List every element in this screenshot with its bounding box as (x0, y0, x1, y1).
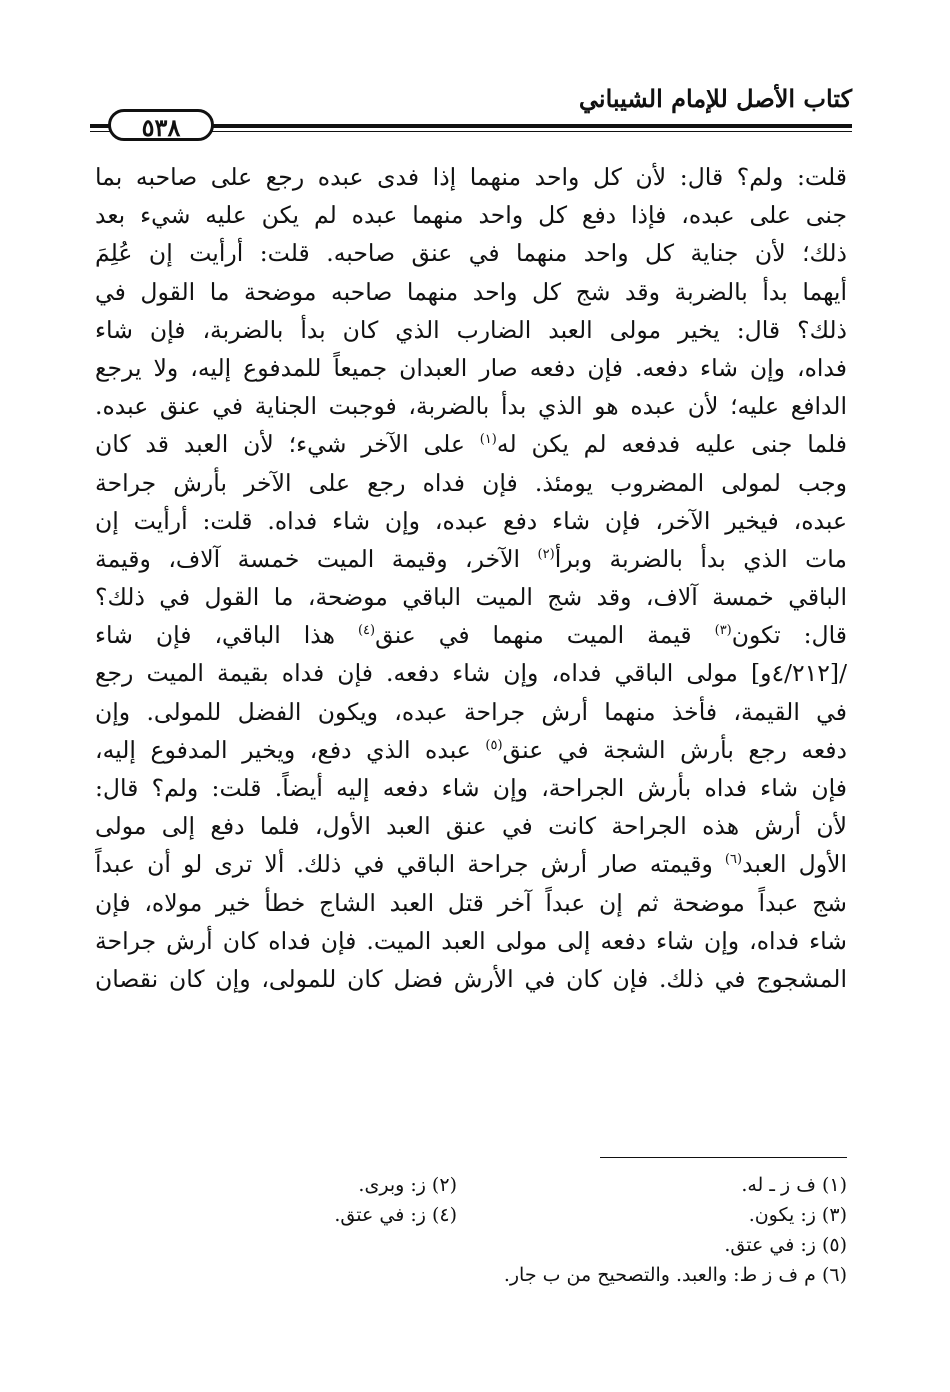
text-line: شاء فداه، وإن شاء دفعه إلى مولى العبد الميت. فإن فداه كان أرش جراحة (95, 926, 847, 955)
text-run: دفعه رجع بأرش الشجة في عنق (502, 735, 847, 764)
text-line: فداه، وإن شاء دفعه. فإن دفعه صار العبدان جميعاً للمدفوع إليه، ولا يرجع (95, 353, 847, 382)
text-line: أيهما بدأ بالضربة وقد شج كل واحد منهما صاحبه موضحة ما القول في (95, 277, 847, 306)
footnote-row (95, 1170, 847, 1200)
footnote: (٤) ز: في عتق. (334, 1204, 457, 1226)
text-line: /[٤/٢١٢و] مولى الباقي فداه، وإن شاء دفعه. فإن فداه بقيمة الميت رجع (95, 659, 847, 688)
text-line (95, 540, 847, 578)
footnote: (٢) ز: وبرى. (358, 1174, 457, 1196)
book-title: كتاب الأصل للإمام الشيباني (578, 84, 852, 113)
footnote-ref: (٤) (357, 623, 376, 639)
footnote-row (95, 1200, 847, 1230)
text-run: قيمة الميت منهما في عنق (375, 621, 715, 650)
text-run: الأول العبد (742, 850, 847, 879)
running-header (90, 84, 852, 144)
footnote-ref: (٣) (714, 623, 732, 639)
text-run: قال: تكون (731, 621, 847, 650)
text-line (95, 845, 847, 883)
text-line: فإن شاء فداه بأرش الجراحة، وإن شاء دفعه إليه أيضاً. قلت: ولم؟ قال: (95, 774, 847, 802)
text-line (95, 616, 847, 654)
footnote: (٣) ز: يكون. (748, 1204, 847, 1226)
footnote: (٦) م ف ز ط: والعبد. والتصحيح من ب جار. (503, 1264, 847, 1286)
footnote-ref: (٦) (724, 852, 743, 868)
text-run: مات الذي بدأ بالضربة وبرأ (554, 544, 847, 573)
text-line: جنى على عبده، فإذا دفع كل واحد منهما عبده لم يكن عليه شيء بعد (95, 201, 847, 230)
footnote-separator (600, 1157, 847, 1158)
text-line: وجب لمولى المضروب يومئذ. فإن فداه رجع على الآخر بأرش جراحة (95, 468, 847, 497)
text-line: الباقي خمسة آلاف، وقد شج الميت الباقي موضحة، ما القول في ذلك؟ (95, 583, 847, 612)
footnote-row (95, 1230, 847, 1260)
text-run: الآخر، وقيمة الميت خمسة آلاف، وقيمة (95, 544, 538, 573)
text-line: قلت: ولم؟ قال: لأن كل واحد منهما إذا فدى عبده رجع على صاحبه بما (95, 163, 847, 191)
footnote-ref: (٥) (485, 737, 503, 753)
text-line (95, 425, 847, 463)
text-line: شج عبداً موضحة ثم إن عبداً آخر قتل العبد الشاج خطأ خير مولاه، فإن (95, 888, 847, 917)
footnotes (95, 1170, 847, 1290)
footnote-ref: (٢) (537, 546, 555, 562)
text-run: عبده الذي دفع، ويخير المدفوع إليه، (95, 735, 486, 764)
footnote: (١) ف ز ـ له. (741, 1174, 847, 1196)
main-text (95, 158, 847, 998)
text-line: المشجوج في ذلك. فإن كان في الأرش فضل كان للمولى، وإن كان نقصان (95, 964, 847, 993)
text-line: عبده، فيخير الآخر، فإن شاء دفع عبده، وإن شاء فداه. قلت: أرأيت إن (95, 506, 847, 535)
text-line: ذلك؛ لأن جناية كل واحد منهما في عنق صاحبه. قلت: أرأيت إن عُلِمَ (95, 239, 847, 268)
text-line: ذلك؟ قال: يخير مولى العبد الضارب الذي كان بدأ بالضربة، فإن شاء (95, 315, 847, 344)
text-run: هذا الباقي، فإن شاء (95, 621, 358, 650)
text-line: لأن أرش هذه الجراحة كانت في عنق العبد الأول، فلما دفع إلى مولى (95, 812, 847, 841)
footnote-ref: (١) (479, 432, 497, 448)
page-number: ٥٣٨ (108, 109, 214, 141)
text-run: على الآخر شيء؛ لأن العبد قد كان (95, 430, 480, 459)
text-line: الدافع عليه؛ لأن عبده هو الذي بدأ بالضربة، فوجبت الجناية في عنق عبده. (95, 392, 847, 421)
footnote: (٥) ز: في عتق. (724, 1234, 847, 1256)
text-line: في القيمة، فأخذ منهما أرش جراحة عبده، ويكون الفضل للمولى. وإن (95, 697, 847, 726)
text-run: وقيمته صار أرش جراحة الباقي في ذلك. ألا ترى لو أن عبداً (95, 850, 725, 879)
footnote-row (95, 1260, 847, 1290)
text-line (95, 731, 847, 769)
text-run: فلما جنى عليه فدفعه لم يكن له (496, 430, 847, 459)
